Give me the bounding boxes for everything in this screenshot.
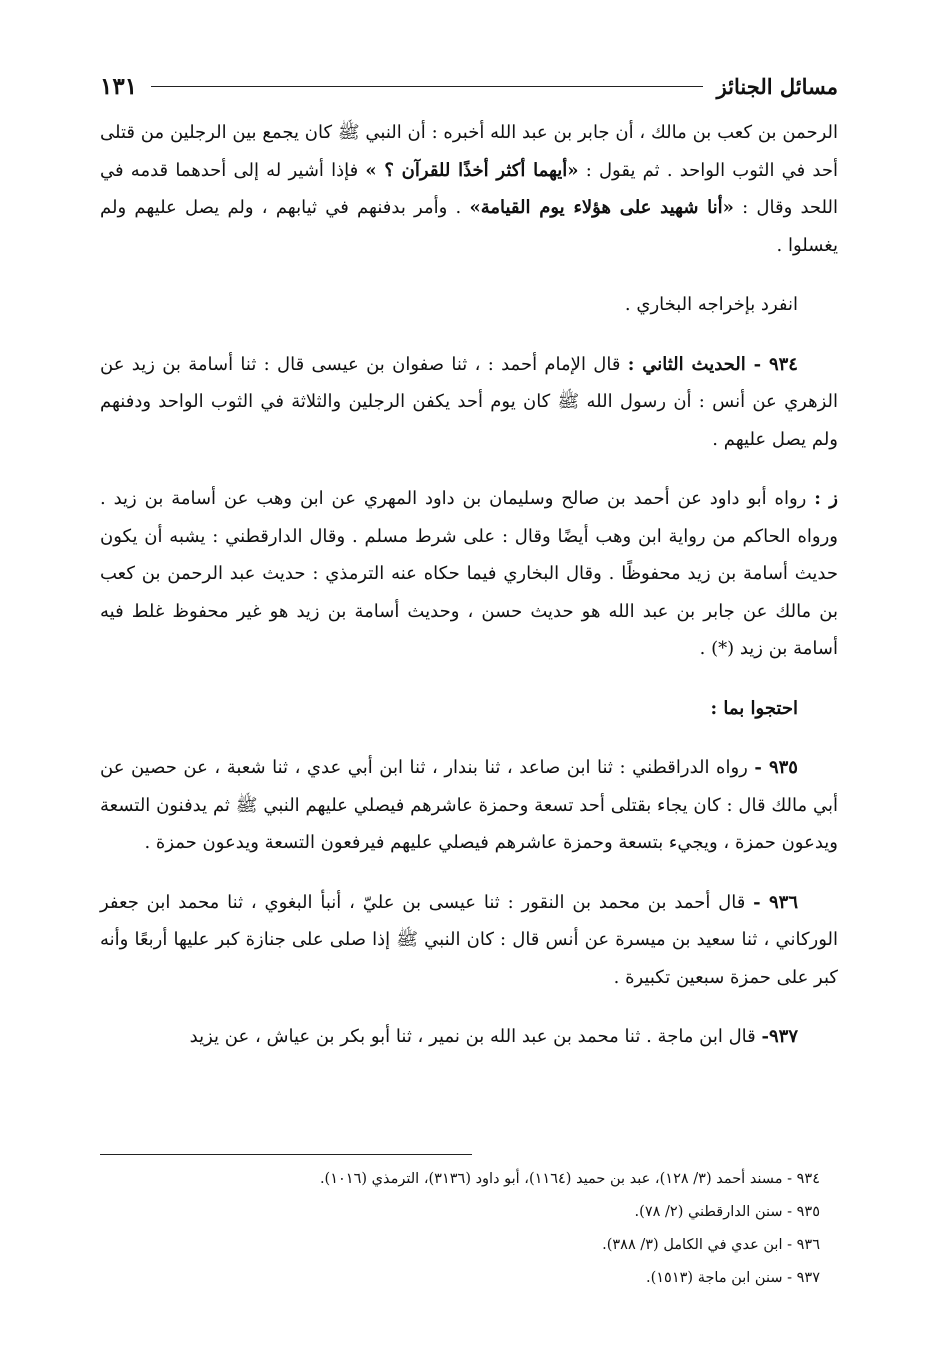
footnotes bbox=[100, 1163, 820, 1295]
text-run: فإذا أشير له إلى أحدهما قدمه في اللحد وقال : bbox=[100, 159, 838, 218]
paragraph-note-bukhari: انفرد بإخراجه البخاري . bbox=[624, 294, 798, 315]
footnote-936: ٩٣٦ - ابن عدي في الكامل (٣/ ٣٨٨). bbox=[602, 1237, 820, 1253]
footnote-rule bbox=[100, 1154, 472, 1155]
hadith-number: ٩٣٥ - bbox=[754, 757, 798, 778]
hadith-935 bbox=[100, 749, 838, 862]
footnote-935: ٩٣٥ - سنن الدارقطني (٢/ ٧٨). bbox=[634, 1204, 820, 1220]
ziyadah-marker: ز : bbox=[814, 488, 838, 509]
footnote-937: ٩٣٧ - سنن ابن ماجة (١٥١٣). bbox=[645, 1270, 820, 1286]
text-run: قال أحمد بن محمد بن النقور : ثنا عيسى بن عليّ ، أنبأ البغوي ، ثنا محمد ابن جعفر الوركاني ، ثنا سعيد بن ميسرة عن أنس قال : كان النبي ﷺ إذا صلى على جنازة كبر عليها أربعًا وأنه كبر على حمزة سبعين تكبيرة . bbox=[100, 891, 838, 988]
hadith-number: ٩٣٧- bbox=[761, 1026, 798, 1047]
page-number: ١٣١ bbox=[100, 72, 138, 100]
running-header bbox=[100, 66, 838, 106]
chapter-title: مسائل الجنائز bbox=[716, 73, 838, 99]
hadith-number: ٩٣٦ - bbox=[753, 891, 798, 913]
paragraph-continuation bbox=[100, 114, 838, 264]
text-run: رواه أبو داود عن أحمد بن صالح وسليمان بن داود المهري عن ابن وهب عن أسامة بن زيد . ورواه الحاكم من رواية ابن وهب أيضًا وقال : على شرط مسلم . وقال الدارقطني : يشبه أن يكون حديث أسامة بن زيد محفوظًا . وقال البخاري فيما حكاه عنه الترمذي : حديث عبد الرحمن بن كعب بن مالك عن جابر بن عبد الله هو حديث حسن ، وحديث أسامة بن زيد هو غير محفوظ غلط فيه أسامة بن زيد (*) . bbox=[100, 488, 838, 659]
footnote-934: ٩٣٤ - مسند أحمد (٣/ ١٢٨)، عبد بن حميد (١١٦٤)، أبو داود (٣١٣٦)، الترمذي (١٠١٦). bbox=[319, 1171, 820, 1187]
hadith-quote: «أيهما أكثر أخذًا للقرآن ؟ » bbox=[365, 159, 579, 181]
hadith-number: ٩٣٤ - الحديث الثاني : bbox=[627, 353, 798, 375]
text-run: . وأمر بدفنهم في ثيابهم ، ولم يصل عليهم ولم يغسلوا . bbox=[100, 197, 838, 256]
hadith-937 bbox=[100, 1018, 838, 1056]
hadith-quote: «أنا شهيد على هؤلاء يوم القيامة» bbox=[469, 197, 734, 218]
hadith-934 bbox=[100, 346, 838, 459]
paragraph-ziyadah bbox=[100, 480, 838, 668]
text-run: الرحمن بن كعب بن مالك ، أن جابر بن عبد الله أخبره : أن النبي ﷺ كان يجمع بين الرجلين من قتلى أحد في الثوب الواحد . ثم يقول : bbox=[100, 122, 839, 181]
text-run: رواه الدراقطني : ثنا ابن صاعد ، ثنا بندار ، ثنا ابن أبي عدي ، ثنا شعبة ، عن حصين عن أبي مالك قال : كان يجاء بقتلى أحد تسعة وحمزة عاشرهم فيصلي عليهم النبي ﷺ ثم يدفنون التسعة ويدعون حمزة ، ويجيء بتسعة وحمزة عاشرهم فيصلي عليهم فيرفعون التسعة ويدعون حمزة . bbox=[100, 757, 838, 853]
section-heading: احتجوا بما : bbox=[710, 697, 798, 719]
header-rule bbox=[151, 86, 703, 87]
text-run: قال ابن ماجة . ثنا محمد بن عبد الله بن نمير ، ثنا أبو بكر بن عياش ، عن يزيد bbox=[189, 1026, 762, 1047]
text-run: قال الإمام أحمد : ، ثنا صفوان بن عيسى قال : ثنا أسامة بن زيد عن الزهري عن أنس : أن رسول الله ﷺ كان يوم أحد يكفن الرجلين والثلاثة في الثوب الواحد ودفنهم ولم يصل عليهم . bbox=[100, 353, 838, 450]
page-body bbox=[100, 114, 838, 1056]
hadith-936 bbox=[100, 884, 838, 997]
